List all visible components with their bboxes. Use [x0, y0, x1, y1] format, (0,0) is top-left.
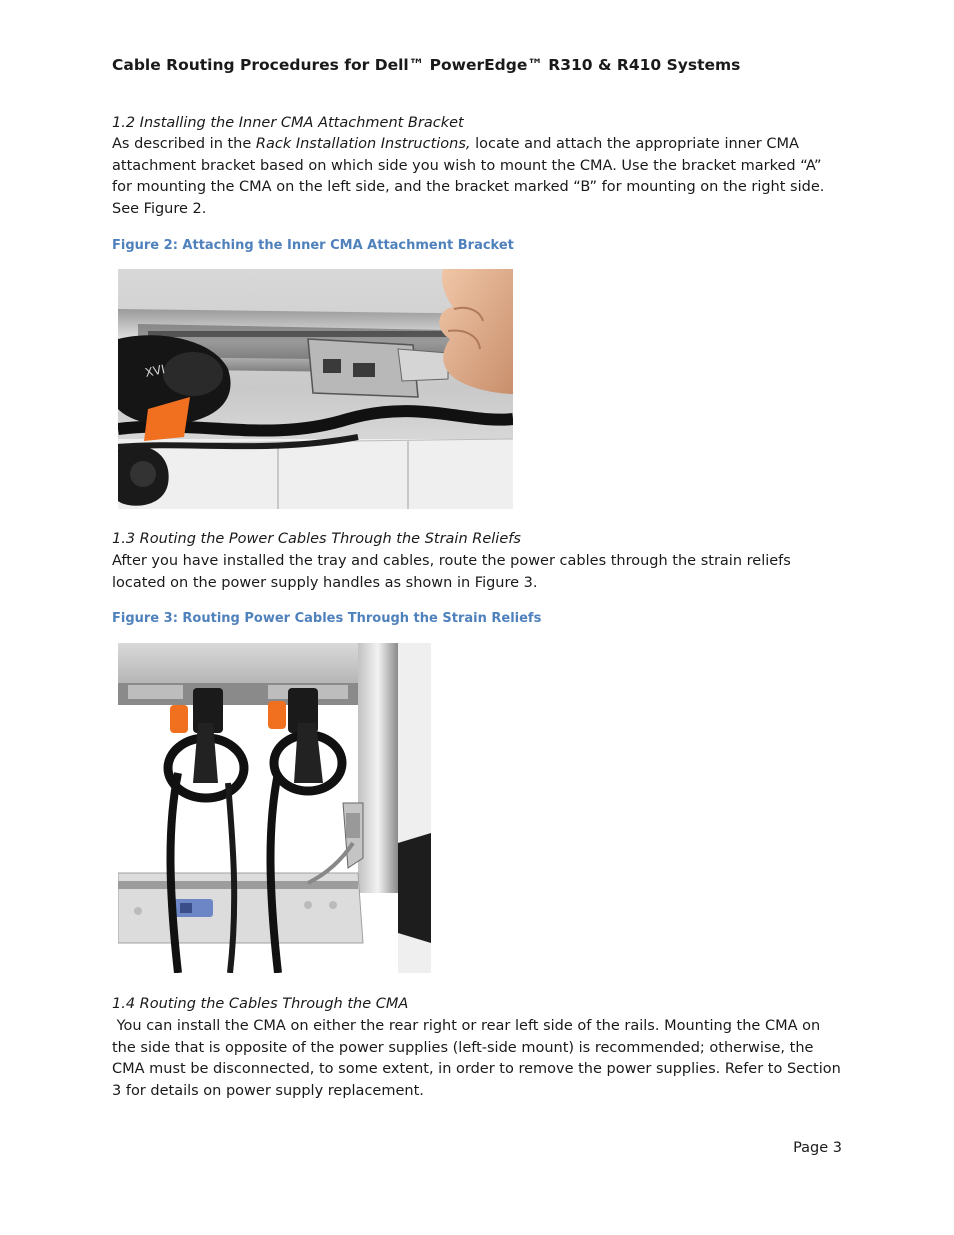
figure-3-photo — [118, 643, 431, 973]
section-heading-1-3: 1.3 Routing the Power Cables Through the Strain Reliefs — [112, 531, 521, 547]
section-heading-1-4: 1.4 Routing the Cables Through the CMA — [112, 996, 409, 1012]
figure-2-photo — [118, 269, 513, 509]
section-paragraph-1-2 — [112, 134, 842, 221]
figure-3-caption: Figure 3: Routing Power Cables Through the Strain Reliefs — [112, 611, 542, 626]
section-paragraph-1-3: After you have installed the tray and cables, route the power cables through the strain reliefs located on the power supply handles as shown in Figure 3. — [112, 553, 791, 591]
paragraph-text: As described in the — [112, 136, 256, 152]
page-number: Page 3 — [793, 1140, 842, 1156]
section-paragraph-1-4: You can install the CMA on either the rear right or rear left side of the rails. Mounting the CMA on the side that is opposite of the power supplies (left-side mount) is recommended; otherwise, the CMA must be disconnected, to some extent, in order to remove the power supplies. Refer to Section 3 for details on power supply replacement. — [112, 1018, 846, 1100]
svg-text:XVI: XVI — [143, 362, 167, 380]
rack-instructions-reference: Rack Installation Instructions, — [255, 136, 471, 152]
document-title: Cable Routing Procedures for Dell™ PowerEdge™ R310 & R410 Systems — [112, 56, 741, 74]
section-heading-1-2: 1.2 Installing the Inner CMA Attachment Bracket — [112, 115, 464, 131]
figure-2-caption: Figure 2: Attaching the Inner CMA Attachment Bracket — [112, 238, 514, 253]
paragraph-text: locate and attach the appropriate inner CMA attachment bracket based on which side you wish to mount the CMA. Use the bracket marked “A” for mounting the CMA on the left side, and the bracket marked “B” for mounting on the right side. See Figure 2. — [112, 136, 825, 218]
